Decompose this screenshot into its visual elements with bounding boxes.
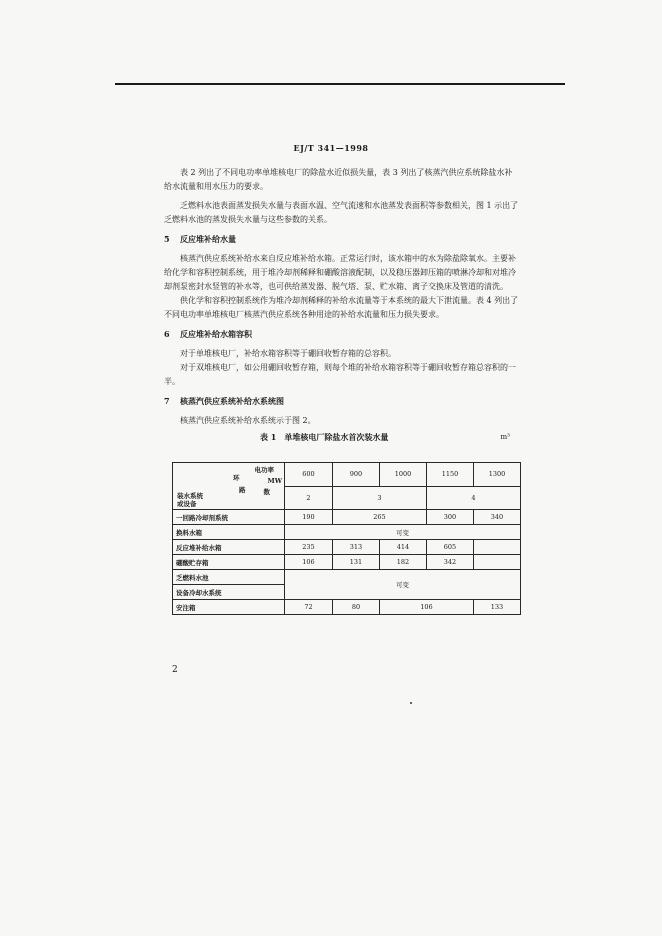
cell: 可变 xyxy=(285,570,521,600)
body-text xyxy=(164,166,520,444)
row-name: 设备冷却水系统 xyxy=(173,585,285,600)
loops-2: 2 xyxy=(285,486,333,510)
paragraph: 核蒸汽供应系统补给水系统示于图 2。 xyxy=(180,416,316,425)
cell xyxy=(474,555,521,570)
paragraph: 供化学和容积控制系统作为堆冷却剂稀释的补给水流量等于本系统的最大下泄流量。表 4 列出了不同电功率单堆核电厂核蒸汽供应系统各种用途的补给水流量和压力损失要求。 xyxy=(164,296,519,319)
row-label-2: 或设备 xyxy=(177,500,197,508)
section-6-heading xyxy=(164,327,520,341)
row-name: 一回路冷却剂系统 xyxy=(173,510,285,525)
power-1000: 1000 xyxy=(380,463,427,487)
power-1150: 1150 xyxy=(427,463,474,487)
section-title: 核蒸汽供应系统补给水系统图 xyxy=(180,396,284,406)
section-number: 7 xyxy=(164,396,170,406)
cell: 235 xyxy=(285,540,333,555)
section-5-heading xyxy=(164,232,520,246)
row-name: 安注箱 xyxy=(173,600,285,615)
table-title: 表 1 单堆核电厂除盐水首次装水量 xyxy=(260,432,389,442)
power-1300: 1300 xyxy=(474,463,521,487)
table-row xyxy=(173,540,521,555)
table-row xyxy=(173,600,521,615)
table-row xyxy=(173,555,521,570)
section-title: 反应堆补给水箱容积 xyxy=(180,329,252,339)
paragraph: 乏燃料水池表面蒸发损失水量与表面水温、空气流速和水池蒸发表面积等参数相关，图 1 示出了乏燃料水池的蒸发损失水量与这些参数的关系。 xyxy=(164,201,519,224)
loops-3: 3 xyxy=(333,486,427,510)
table-row xyxy=(173,525,521,540)
cell: 72 xyxy=(285,600,333,615)
cell: 106 xyxy=(285,555,333,570)
cell: 605 xyxy=(427,540,474,555)
cell: 313 xyxy=(333,540,380,555)
loops-4: 4 xyxy=(427,486,521,510)
cell: 342 xyxy=(427,555,474,570)
section-7-heading xyxy=(164,394,520,408)
cell: 182 xyxy=(380,555,427,570)
table-header-row xyxy=(173,463,521,487)
paragraph: 对于单堆核电厂，补给水箱容积等于硼回收暂存箱的总容积。 xyxy=(180,349,396,358)
row-name: 硼酸贮存箱 xyxy=(173,555,285,570)
table-row xyxy=(173,570,521,585)
cell: 131 xyxy=(333,555,380,570)
power-600: 600 xyxy=(285,463,333,487)
page-number: 2 xyxy=(172,665,178,675)
table-caption xyxy=(164,430,520,444)
cell: 可变 xyxy=(285,525,521,540)
power-label: 电功率 xyxy=(254,466,274,474)
scan-speck xyxy=(410,702,412,704)
section-number: 5 xyxy=(164,234,170,244)
paragraph: 对于双堆核电厂，如公用硼回收暂存箱，则每个堆的补给水箱容积等于硼回收暂存箱总容积的一半。 xyxy=(164,363,516,386)
section-number: 6 xyxy=(164,329,170,339)
paragraph: 核蒸汽供应系统补给水来自反应堆补给水箱。正常运行时，该水箱中的水为除盐除氧水。主要补给化学和容积控制系统，用于堆冷却剂稀释和硼酸溶液配制，以及稳压器卸压箱的喷淋冷却和对堆冷却剂泵密封水竖管的补水等，也可供给蒸发器、脱气塔、泵、贮水箱、离子交换床及管道的清洗。 xyxy=(164,254,516,291)
cell: 340 xyxy=(474,510,521,525)
paragraph: 表 2 列出了不同电功率单堆核电厂的除盐水近似损失量，表 3 列出了核蒸汽供应系统除盐水补给水流量和用水压力的要求。 xyxy=(164,168,513,191)
row-label-1: 装水系统 xyxy=(177,492,203,500)
cell: 80 xyxy=(333,600,380,615)
count-label: 数 xyxy=(263,488,270,496)
section-title: 反应堆补给水量 xyxy=(180,234,236,244)
power-900: 900 xyxy=(333,463,380,487)
cell: 265 xyxy=(333,510,427,525)
table-row xyxy=(173,510,521,525)
power-unit: MW xyxy=(267,477,282,485)
cell: 414 xyxy=(380,540,427,555)
cell: 106 xyxy=(380,600,474,615)
row-name: 乏燃料水池 xyxy=(173,570,285,585)
ring-label: 环 xyxy=(233,474,240,482)
row-name: 反应堆补给水箱 xyxy=(173,540,285,555)
cell: 133 xyxy=(474,600,521,615)
top-rule xyxy=(115,83,565,85)
row-name: 换料水箱 xyxy=(173,525,285,540)
cell: 300 xyxy=(427,510,474,525)
table-unit: m³ xyxy=(500,433,510,441)
water-volume-table xyxy=(172,462,521,615)
table-corner-header xyxy=(173,463,285,510)
cell: 190 xyxy=(285,510,333,525)
standard-code: EJ/T 341—1998 xyxy=(293,143,369,153)
cell xyxy=(474,540,521,555)
loop-label: 路 xyxy=(239,486,246,494)
